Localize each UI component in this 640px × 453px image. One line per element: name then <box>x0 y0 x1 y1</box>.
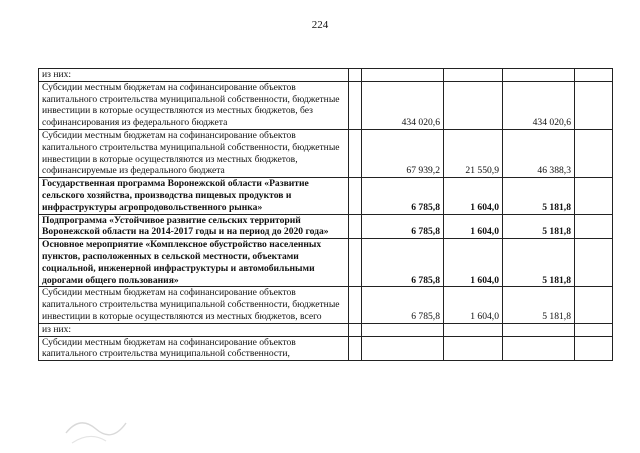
page-number: 224 <box>311 19 329 31</box>
cell-regional: 46 388,3 <box>503 129 575 177</box>
table-row <box>39 69 613 82</box>
empty-cell <box>575 214 613 239</box>
cell-total <box>362 336 444 361</box>
empty-cell <box>349 178 362 214</box>
table-row <box>39 178 613 214</box>
cell-federal: 1 604,0 <box>444 287 503 323</box>
table-row <box>39 239 613 287</box>
cell-total: 6 785,8 <box>362 214 444 239</box>
table-row <box>39 129 613 177</box>
cell-total <box>362 323 444 336</box>
row-name: Субсидии местным бюджетам на софинансирование объектов капитального строительства муниципальной собственности, бюджетные инвестиции в которые осуществляются из местных бюджетов, всего <box>39 287 349 323</box>
row-name: из них: <box>39 323 349 336</box>
empty-cell <box>349 69 362 82</box>
scan-mark <box>56 411 136 453</box>
empty-cell <box>575 287 613 323</box>
empty-cell <box>349 214 362 239</box>
empty-cell <box>349 287 362 323</box>
empty-cell <box>349 129 362 177</box>
cell-federal <box>444 81 503 129</box>
budget-table <box>38 68 613 361</box>
empty-cell <box>349 323 362 336</box>
table-row <box>39 323 613 336</box>
cell-regional: 434 020,6 <box>503 81 575 129</box>
empty-cell <box>575 69 613 82</box>
empty-cell <box>349 336 362 361</box>
cell-federal: 1 604,0 <box>444 178 503 214</box>
row-name: Основное мероприятие «Комплексное обустройство населенных пунктов, расположенных в сельской местности, объектами социальной, инженерной инфраструктуры и автомобильными дорогами общего пользования» <box>39 239 349 287</box>
cell-total: 434 020,6 <box>362 81 444 129</box>
cell-regional: 5 181,8 <box>503 178 575 214</box>
cell-regional: 5 181,8 <box>503 287 575 323</box>
row-name: Субсидии местным бюджетам на софинансирование объектов капитального строительства муниципальной собственности, бюджетные инвестиции в которые осуществляются из местных бюджетов, без софинансирования из федерального бюджета <box>39 81 349 129</box>
empty-cell <box>575 81 613 129</box>
cell-federal <box>444 336 503 361</box>
empty-cell <box>575 178 613 214</box>
cell-regional <box>503 336 575 361</box>
row-name: из них: <box>39 69 349 82</box>
table-row <box>39 81 613 129</box>
table-row <box>39 287 613 323</box>
empty-cell <box>575 323 613 336</box>
cell-regional <box>503 69 575 82</box>
row-name: Подпрограмма «Устойчивое развитие сельских территорий Воронежской области на 2014-2017 годы и на период до 2020 года» <box>39 214 349 239</box>
cell-regional: 5 181,8 <box>503 214 575 239</box>
cell-regional <box>503 323 575 336</box>
cell-federal <box>444 323 503 336</box>
empty-cell <box>575 336 613 361</box>
empty-cell <box>575 239 613 287</box>
cell-federal: 21 550,9 <box>444 129 503 177</box>
cell-total: 67 939,2 <box>362 129 444 177</box>
empty-cell <box>349 239 362 287</box>
cell-federal: 1 604,0 <box>444 214 503 239</box>
cell-federal: 1 604,0 <box>444 239 503 287</box>
cell-federal <box>444 69 503 82</box>
table-row <box>39 214 613 239</box>
cell-total: 6 785,8 <box>362 178 444 214</box>
empty-cell <box>575 129 613 177</box>
cell-total <box>362 69 444 82</box>
cell-total: 6 785,8 <box>362 287 444 323</box>
row-name: Государственная программа Воронежской области «Развитие сельского хозяйства, производства пищевых продуктов и инфраструктуры агропродовольственного рынка» <box>39 178 349 214</box>
cell-regional: 5 181,8 <box>503 239 575 287</box>
cell-total: 6 785,8 <box>362 239 444 287</box>
row-name: Субсидии местным бюджетам на софинансирование объектов капитального строительства муниципальной собственности, бюджетные инвестиции в которые осуществляются из местных бюджетов, софинансируемые из федерального бюджета <box>39 129 349 177</box>
empty-cell <box>349 81 362 129</box>
row-name: Субсидии местным бюджетам на софинансирование объектов капитального строительства муниципальной собственности, <box>39 336 349 361</box>
table-row <box>39 336 613 361</box>
